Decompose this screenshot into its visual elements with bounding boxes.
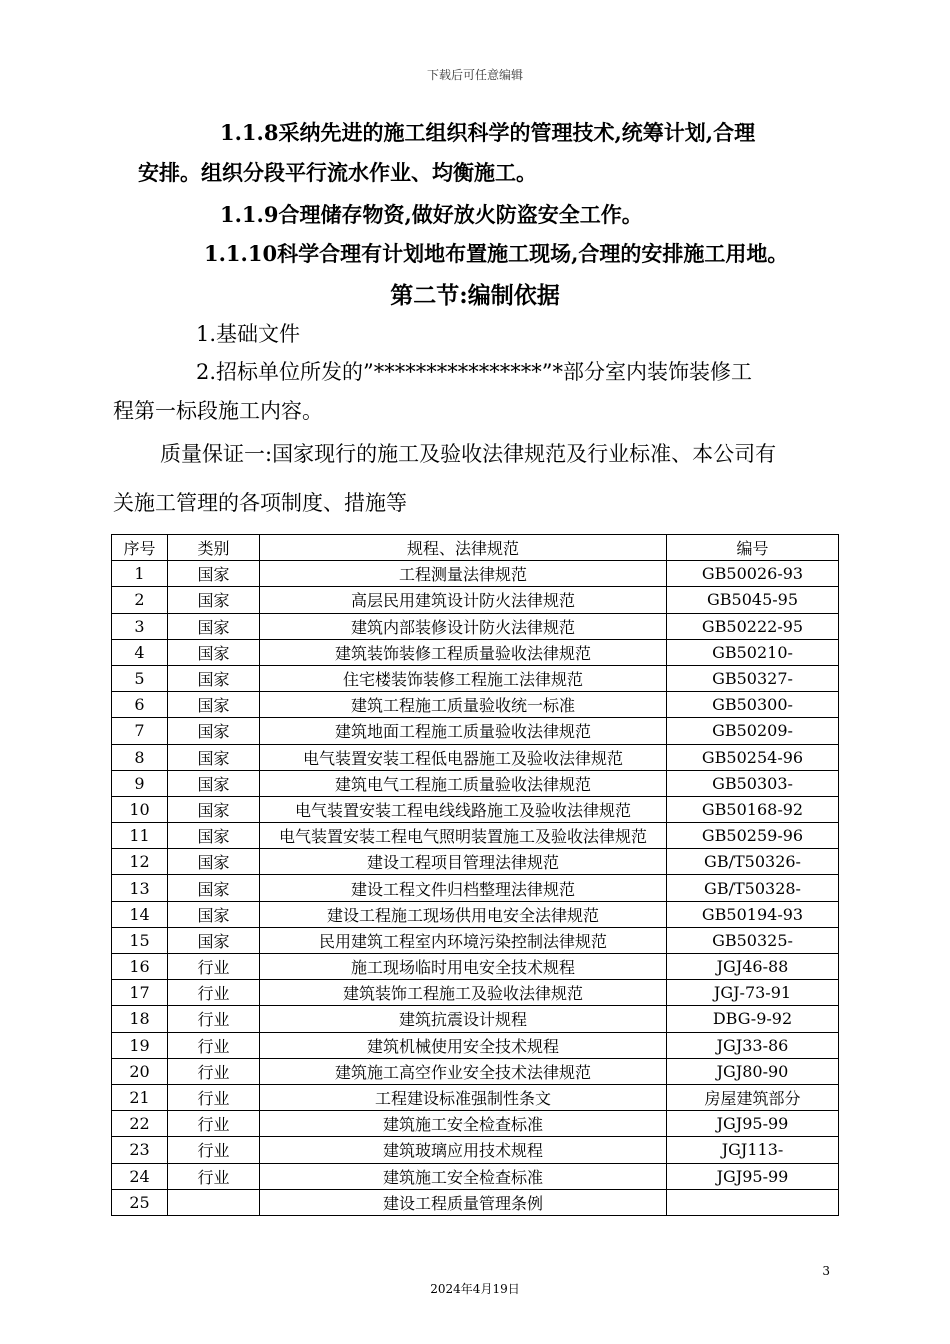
table-row xyxy=(112,692,839,718)
cell-index: 5 xyxy=(112,665,168,691)
table-row xyxy=(112,718,839,744)
cell-category: 国家 xyxy=(168,823,260,849)
table-row xyxy=(112,1163,839,1189)
table-row xyxy=(112,587,839,613)
cell-index: 15 xyxy=(112,927,168,953)
cell-standard: 建筑地面工程施工质量验收法律规范 xyxy=(260,718,667,744)
cell-code: JGJ95-99 xyxy=(667,1163,839,1189)
cell-standard: 建设工程质量管理条例 xyxy=(260,1189,667,1215)
footer-date: 2024年4月19日 xyxy=(430,1282,520,1296)
cell-code: DBG-9-92 xyxy=(667,1006,839,1032)
cell-index: 11 xyxy=(112,823,168,849)
table-row xyxy=(112,1084,839,1110)
cell-code: JGJ113- xyxy=(667,1137,839,1163)
basis-item-2-line1: 2.招标单位所发的”****************”*部分室内装饰装修工 xyxy=(196,360,753,384)
cell-category: 国家 xyxy=(168,665,260,691)
cell-category: 行业 xyxy=(168,1163,260,1189)
table-row xyxy=(112,1058,839,1084)
cell-category: 国家 xyxy=(168,875,260,901)
cell-standard: 建筑工程施工质量验收统一标准 xyxy=(260,692,667,718)
cell-code: GB5045-95 xyxy=(667,587,839,613)
cell-standard: 工程测量法律规范 xyxy=(260,561,667,587)
cell-index: 2 xyxy=(112,587,168,613)
table-row xyxy=(112,901,839,927)
cell-index: 18 xyxy=(112,1006,168,1032)
table-row xyxy=(112,744,839,770)
cell-category: 行业 xyxy=(168,980,260,1006)
table-row xyxy=(112,613,839,639)
cell-standard: 民用建筑工程室内环境污染控制法律规范 xyxy=(260,927,667,953)
cell-code: GB50222-95 xyxy=(667,613,839,639)
table-row xyxy=(112,927,839,953)
cell-category: 国家 xyxy=(168,744,260,770)
cell-standard: 建设工程项目管理法律规范 xyxy=(260,849,667,875)
cell-category xyxy=(168,1189,260,1215)
cell-category: 行业 xyxy=(168,1137,260,1163)
header-standard: 规程、法律规范 xyxy=(260,535,667,561)
cell-category: 国家 xyxy=(168,587,260,613)
table-row xyxy=(112,665,839,691)
cell-standard: 高层民用建筑设计防火法律规范 xyxy=(260,587,667,613)
table-row xyxy=(112,639,839,665)
header-code: 编号 xyxy=(667,535,839,561)
quality-line-2: 关施工管理的各项制度、措施等 xyxy=(113,491,407,515)
cell-standard: 电气装置安装工程低电器施工及验收法律规范 xyxy=(260,744,667,770)
cell-standard: 建筑装饰工程施工及验收法律规范 xyxy=(260,980,667,1006)
cell-index: 12 xyxy=(112,849,168,875)
cell-code: GB50259-96 xyxy=(667,823,839,849)
cell-index: 6 xyxy=(112,692,168,718)
cell-category: 国家 xyxy=(168,901,260,927)
cell-index: 7 xyxy=(112,718,168,744)
cell-index: 23 xyxy=(112,1137,168,1163)
paragraph-1-1-8-line2: 安排。组织分段平行流水作业、均衡施工。 xyxy=(138,160,537,185)
quality-line-1: 质量保证一:国家现行的施工及验收法律规范及行业标准、本公司有 xyxy=(160,442,777,466)
cell-index: 25 xyxy=(112,1189,168,1215)
table-row xyxy=(112,561,839,587)
table-row xyxy=(112,1189,839,1215)
cell-code: GB50303- xyxy=(667,770,839,796)
cell-standard: 建筑施工安全检查标准 xyxy=(260,1163,667,1189)
cell-index: 24 xyxy=(112,1163,168,1189)
header-category: 类别 xyxy=(168,535,260,561)
cell-index: 10 xyxy=(112,796,168,822)
cell-index: 20 xyxy=(112,1058,168,1084)
cell-code: JGJ33-86 xyxy=(667,1032,839,1058)
cell-code: GB50254-96 xyxy=(667,744,839,770)
cell-standard: 建筑抗震设计规程 xyxy=(260,1006,667,1032)
cell-category: 行业 xyxy=(168,1084,260,1110)
page-header: 下载后可任意编辑 xyxy=(426,68,523,82)
cell-index: 14 xyxy=(112,901,168,927)
cell-category: 行业 xyxy=(168,954,260,980)
table-row xyxy=(112,1137,839,1163)
cell-standard: 建筑机械使用安全技术规程 xyxy=(260,1032,667,1058)
cell-standard: 建设工程施工现场供用电安全法律规范 xyxy=(260,901,667,927)
table-row xyxy=(112,1006,839,1032)
cell-category: 国家 xyxy=(168,718,260,744)
table-row xyxy=(112,1111,839,1137)
cell-category: 国家 xyxy=(168,796,260,822)
cell-index: 8 xyxy=(112,744,168,770)
cell-index: 9 xyxy=(112,770,168,796)
cell-category: 行业 xyxy=(168,1032,260,1058)
cell-index: 4 xyxy=(112,639,168,665)
cell-category: 行业 xyxy=(168,1006,260,1032)
paragraph-1-1-8-line1: 1.1.8采纳先进的施工组织科学的管理技术,统筹计划,合理 xyxy=(220,120,756,145)
cell-standard: 建筑内部装修设计防火法律规范 xyxy=(260,613,667,639)
cell-code: GB50210- xyxy=(667,639,839,665)
table-row xyxy=(112,823,839,849)
cell-index: 19 xyxy=(112,1032,168,1058)
cell-standard: 住宅楼装饰装修工程施工法律规范 xyxy=(260,665,667,691)
cell-code xyxy=(667,1189,839,1215)
table-row xyxy=(112,1032,839,1058)
table-row xyxy=(112,954,839,980)
cell-standard: 电气装置安装工程电气照明装置施工及验收法律规范 xyxy=(260,823,667,849)
cell-category: 国家 xyxy=(168,639,260,665)
table-row xyxy=(112,875,839,901)
cell-index: 21 xyxy=(112,1084,168,1110)
cell-category: 行业 xyxy=(168,1058,260,1084)
cell-standard: 工程建设标准强制性条文 xyxy=(260,1084,667,1110)
cell-standard: 施工现场临时用电安全技术规程 xyxy=(260,954,667,980)
cell-standard: 建设工程文件归档整理法律规范 xyxy=(260,875,667,901)
cell-code: GB/T50326- xyxy=(667,849,839,875)
page-number: 3 xyxy=(822,1264,830,1278)
cell-category: 国家 xyxy=(168,770,260,796)
cell-code: JGJ-73-91 xyxy=(667,980,839,1006)
cell-index: 16 xyxy=(112,954,168,980)
cell-code: GB50194-93 xyxy=(667,901,839,927)
paragraph-1-1-9: 1.1.9合理储存物资,做好放火防盗安全工作。 xyxy=(220,202,643,227)
table-row xyxy=(112,796,839,822)
cell-index: 22 xyxy=(112,1111,168,1137)
header-index: 序号 xyxy=(112,535,168,561)
cell-code: JGJ80-90 xyxy=(667,1058,839,1084)
cell-index: 3 xyxy=(112,613,168,639)
cell-category: 国家 xyxy=(168,561,260,587)
cell-standard: 建筑玻璃应用技术规程 xyxy=(260,1137,667,1163)
cell-code: GB50026-93 xyxy=(667,561,839,587)
cell-index: 1 xyxy=(112,561,168,587)
cell-code: 房屋建筑部分 xyxy=(667,1084,839,1110)
cell-category: 行业 xyxy=(168,1111,260,1137)
basis-item-1: 1.基础文件 xyxy=(196,322,301,346)
table-row xyxy=(112,849,839,875)
cell-index: 17 xyxy=(112,980,168,1006)
table-row xyxy=(112,980,839,1006)
section-title: 第二节:编制依据 xyxy=(390,282,560,309)
cell-code: GB50209- xyxy=(667,718,839,744)
cell-category: 国家 xyxy=(168,692,260,718)
cell-code: GB50168-92 xyxy=(667,796,839,822)
cell-category: 国家 xyxy=(168,849,260,875)
cell-code: GB/T50328- xyxy=(667,875,839,901)
cell-standard: 电气装置安装工程电线线路施工及验收法律规范 xyxy=(260,796,667,822)
table-row xyxy=(112,770,839,796)
cell-standard: 建筑电气工程施工质量验收法律规范 xyxy=(260,770,667,796)
basis-item-2-line2: 程第一标段施工内容。 xyxy=(113,399,323,423)
cell-standard: 建筑施工高空作业安全技术法律规范 xyxy=(260,1058,667,1084)
standards-table xyxy=(111,534,839,1216)
cell-code: GB50327- xyxy=(667,665,839,691)
cell-standard: 建筑施工安全检查标准 xyxy=(260,1111,667,1137)
table-header-row xyxy=(112,535,839,561)
cell-code: GB50325- xyxy=(667,927,839,953)
paragraph-1-1-10: 1.1.10科学合理有计划地布置施工现场,合理的安排施工用地。 xyxy=(204,241,789,266)
cell-code: JGJ95-99 xyxy=(667,1111,839,1137)
cell-category: 国家 xyxy=(168,613,260,639)
cell-standard: 建筑装饰装修工程质量验收法律规范 xyxy=(260,639,667,665)
cell-index: 13 xyxy=(112,875,168,901)
cell-code: GB50300- xyxy=(667,692,839,718)
cell-code: JGJ46-88 xyxy=(667,954,839,980)
cell-category: 国家 xyxy=(168,927,260,953)
